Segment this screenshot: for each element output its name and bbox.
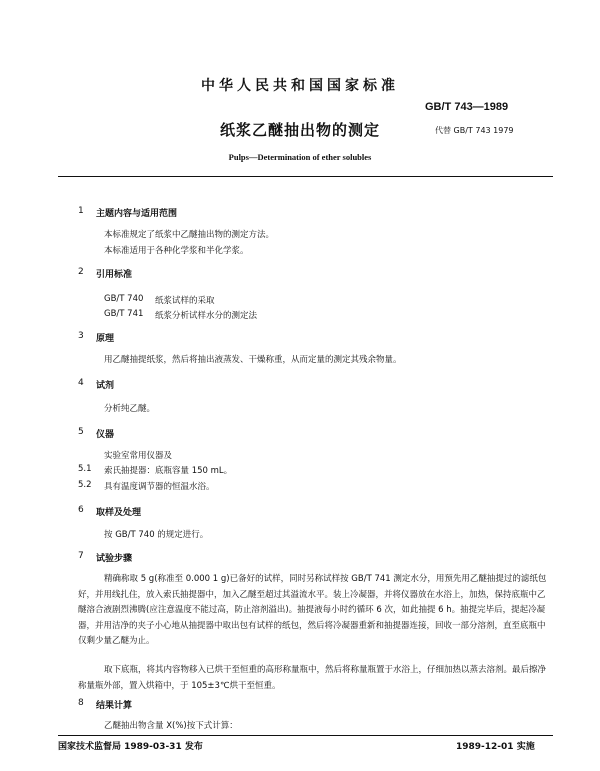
subsection-text: 具有温度调节器的恒温水浴。 xyxy=(104,482,215,492)
section-7-title: 试验步骤 xyxy=(96,554,133,564)
section-8-number: 8 xyxy=(78,698,84,708)
reference-name: 纸浆试样的采取 xyxy=(155,296,215,306)
reference-code: GB/T 740 xyxy=(104,294,144,304)
section-5-number: 5 xyxy=(78,427,84,437)
reference-name: 纸浆分析试样水分的测定法 xyxy=(155,311,258,321)
subsection-number: 5.2 xyxy=(78,480,92,490)
section-6-text: 按 GB/T 740 的规定进行。 xyxy=(104,530,209,540)
replaces-note: 代替 GB/T 743 1979 xyxy=(435,126,514,135)
effective-date: 1989-12-01 实施 xyxy=(456,742,535,752)
header-divider xyxy=(58,176,553,177)
section-7-number: 7 xyxy=(78,551,84,561)
footer-divider xyxy=(58,735,553,736)
section-3-number: 3 xyxy=(78,331,84,341)
subsection-number: 5.1 xyxy=(78,464,92,474)
section-1-number: 1 xyxy=(78,206,84,216)
section-5-title: 仪器 xyxy=(96,430,115,440)
section-1-line-2: 本标准适用于各种化学浆和半化学浆。 xyxy=(104,246,249,256)
section-2-number: 2 xyxy=(78,267,84,277)
subsection-text: 索氏抽提器：底瓶容量 150 mL。 xyxy=(104,466,233,476)
section-4-number: 4 xyxy=(78,378,84,388)
section-6-title: 取样及处理 xyxy=(96,508,142,518)
section-3-title: 原理 xyxy=(96,334,115,344)
section-1-title: 主题内容与适用范围 xyxy=(96,209,178,219)
section-8-title: 结果计算 xyxy=(96,701,133,711)
section-3-text: 用乙醚抽提纸浆，然后将抽出液蒸发、干燥称重，从而定量的测定其残余物量。 xyxy=(104,355,402,365)
section-8-text: 乙醚抽出物含量 X(%)按下式计算： xyxy=(104,721,238,731)
section-2-title: 引用标准 xyxy=(96,270,133,280)
section-5-intro: 实验室常用仪器及 xyxy=(104,451,173,461)
issue-date: 国家技术监督局 1989-03-31 发布 xyxy=(58,742,203,752)
section-4-title: 试剂 xyxy=(96,381,115,391)
section-7-paragraph-2: 取下底瓶，将其内容物移入已烘干至恒重的高形称量瓶中，然后将称量瓶置于水浴上，仔细加热以蒸去溶剂。最后擦净称量瓶外部，置入烘箱中，于 105±3℃烘干至恒重。 xyxy=(78,665,547,691)
section-4-text: 分析纯乙醚。 xyxy=(104,404,156,414)
section-7-paragraph-1: 精确称取 5 g(称准至 0.000 1 g)已备好的试样，同时另称试样按 GB/T 741 测定水分，用预先用乙醚抽提过的滤纸包好，并用线扎住，放入索氏抽提器中，加入乙醚至超过其溢流水平。装上冷凝器，并将仪器放在水浴上，加热，保持底瓶中乙醚溶合液剧烈沸腾(应注意温度不能过高，防止溶剂溢出)。抽提液每小时约循环 6 次，如此抽提 6 h。抽提完毕后，提起冷凝器，并用洁净的夹子小心地从抽提器中取出包有试样的纸包，然后将冷凝器重新和抽提器连接，回收一部分溶剂，直至底瓶中仅剩少量乙醚为止。 xyxy=(78,574,547,647)
standard-number: GB/T 743—1989 xyxy=(425,101,509,113)
english-title: Pulps—Determination of ether solubles xyxy=(228,152,372,162)
issuing-country-header: 中华人民共和国国家标准 xyxy=(201,78,399,94)
document-title: 纸浆乙醚抽出物的测定 xyxy=(219,121,380,139)
section-6-number: 6 xyxy=(78,505,84,515)
section-1-line-1: 本标准规定了纸浆中乙醚抽出物的测定方法。 xyxy=(104,230,275,240)
reference-code: GB/T 741 xyxy=(104,309,144,319)
